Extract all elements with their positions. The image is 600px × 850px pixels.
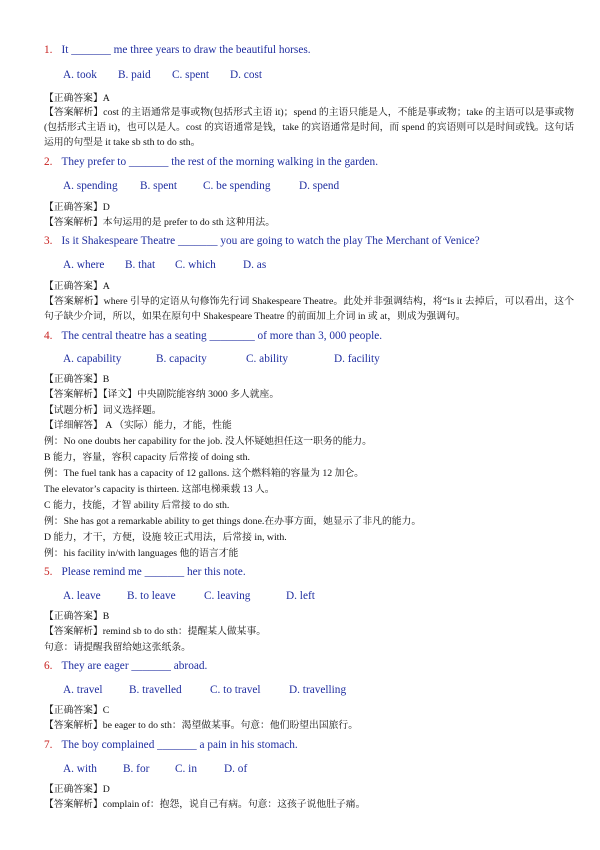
option-a: A. travel: [63, 684, 103, 696]
option-a: A. with: [63, 763, 97, 775]
answer-key: 【正确答案】A: [44, 93, 110, 104]
answer-analysis: 【答案解析】本句运用的是 prefer to do sth 这种用法。: [44, 217, 276, 228]
option-a: A. took: [63, 69, 97, 81]
answer-analysis: 【答案解析】complain of：抱怨，说自己有病。句意：这孩子说他肚子痛。: [44, 799, 366, 810]
option-a: A. leave: [63, 590, 101, 602]
example-line: 例：his facility in/with languages 他的语言才能: [44, 548, 239, 559]
answer-key: 【正确答案】D: [44, 202, 110, 213]
question-3-stem: 3. Is it Shakespeare Theatre _______ you are going to watch the play The Merchant of Venice?: [44, 235, 480, 247]
option-a: A. capability: [63, 353, 122, 365]
question-7-options: [63, 763, 247, 775]
option-b: B. capacity: [156, 353, 207, 365]
answer-key: 【正确答案】C: [44, 705, 110, 716]
question-4-stem: 4. The central theatre has a seating ________ of more than 3, 000 people.: [44, 330, 383, 342]
question-5-options: [63, 590, 315, 602]
option-d: D. travelling: [289, 684, 347, 696]
answer-key: 【正确答案】D: [44, 784, 110, 795]
answer-analysis: 【答案解析】be eager to do sth：渴望做某事。句意：他们盼望出国旅行。: [44, 720, 359, 731]
option-c: C. to travel: [210, 684, 261, 696]
question-4-options: [63, 353, 380, 365]
example-line: 例：The fuel tank has a capacity of 12 gallons. 这个燃料箱的容量为 12 加仑。: [44, 468, 364, 479]
answer-analysis: 【答案解析】where 引导的定语从句修饰先行词 Shakespeare Theatre。此处并非强调结构，将“Is it 去掉后，可以看出，这个句子缺少介词，所以，如果在原句中 Shakespeare Theatre 的前面加上介词 in 或 at，则成为强调句。: [44, 296, 574, 322]
question-6-stem: 6. They are eager _______ abroad.: [44, 660, 208, 672]
explanation-line: D 能力，才干，方便，设施 较正式用法，后常接 in, with.: [44, 532, 287, 543]
option-c: C. which: [175, 259, 216, 271]
explanation-line: C 能力，技能，才智 ability 后常接 to do sth.: [44, 500, 230, 511]
option-a: A. spending: [63, 180, 118, 192]
option-c: C. spent: [172, 69, 210, 81]
question-1-stem: 1. It _______ me three years to draw the beautiful horses.: [44, 44, 311, 56]
option-d: D. as: [243, 259, 267, 271]
example-line: The elevator’s capacity is thirteen. 这部电梯乘载 13 人。: [44, 484, 275, 495]
option-b: B. for: [123, 763, 150, 775]
option-d: D. facility: [334, 353, 380, 365]
answer-translation: 【答案解析】【译文】中央剧院能容纳 3000 多人就座。: [44, 389, 280, 400]
option-c: C. ability: [246, 353, 289, 365]
question-7-stem: 7. The boy complained _______ a pain in his stomach.: [44, 739, 298, 751]
option-b: B. to leave: [127, 590, 176, 602]
option-c: C. leaving: [204, 590, 251, 602]
option-a: A. where: [63, 259, 105, 271]
answer-analysis: 【答案解析】cost 的主语通常是事或物(包括形式主语 it)；spend 的主语只能是人，不能是事或物；take 的主语可以是事或物(包括形式主语 it)，也可以是人。cost 的宾语通常是钱，take 的宾语通常是时间，而 spend 的宾语则可以是时间或钱。这句话运用的句型是 it take sb sth to do sth。: [44, 107, 574, 148]
option-b: B. paid: [118, 69, 151, 81]
answer-analysis: 【答案解析】remind sb to do sth：提醒某人做某事。: [44, 626, 267, 637]
example-line: 例：No one doubts her capability for the job. 没人怀疑她担任这一职务的能力。: [44, 436, 372, 447]
question-5-stem: 5. Please remind me _______ her this note.: [44, 566, 246, 578]
option-c: C. be spending: [203, 180, 271, 192]
sentence-meaning: 句意：请提醒我留给她这张纸条。: [44, 642, 191, 653]
option-b: B. that: [125, 259, 156, 271]
answer-key: 【正确答案】A: [44, 281, 110, 292]
question-6-options: [63, 684, 346, 696]
question-1-options: [63, 69, 262, 81]
question-2-options: [63, 180, 339, 192]
answer-key: 【正确答案】B: [44, 611, 110, 622]
option-d: D. of: [224, 763, 248, 775]
option-b: B. spent: [140, 180, 178, 192]
option-d: D. cost: [230, 69, 263, 81]
option-d: D. left: [286, 590, 315, 602]
explanation-line: B 能力，容量，容积 capacity 后常接 of doing sth.: [44, 452, 250, 463]
question-3-options: [63, 259, 266, 271]
answer-key: 【正确答案】B: [44, 374, 110, 385]
question-analysis: 【试题分析】词义选择题。: [44, 405, 162, 416]
option-b: B. travelled: [129, 684, 182, 696]
question-2-stem: 2. They prefer to _______ the rest of the morning walking in the garden.: [44, 156, 379, 168]
option-d: D. spend: [299, 180, 340, 192]
detailed-explanation: 【详细解答】 A （实际）能力，才能，性能: [44, 420, 232, 431]
option-c: C. in: [175, 763, 197, 775]
example-line: 例：She has got a remarkable ability to get things done.在办事方面，她显示了非凡的能力。: [44, 516, 422, 527]
